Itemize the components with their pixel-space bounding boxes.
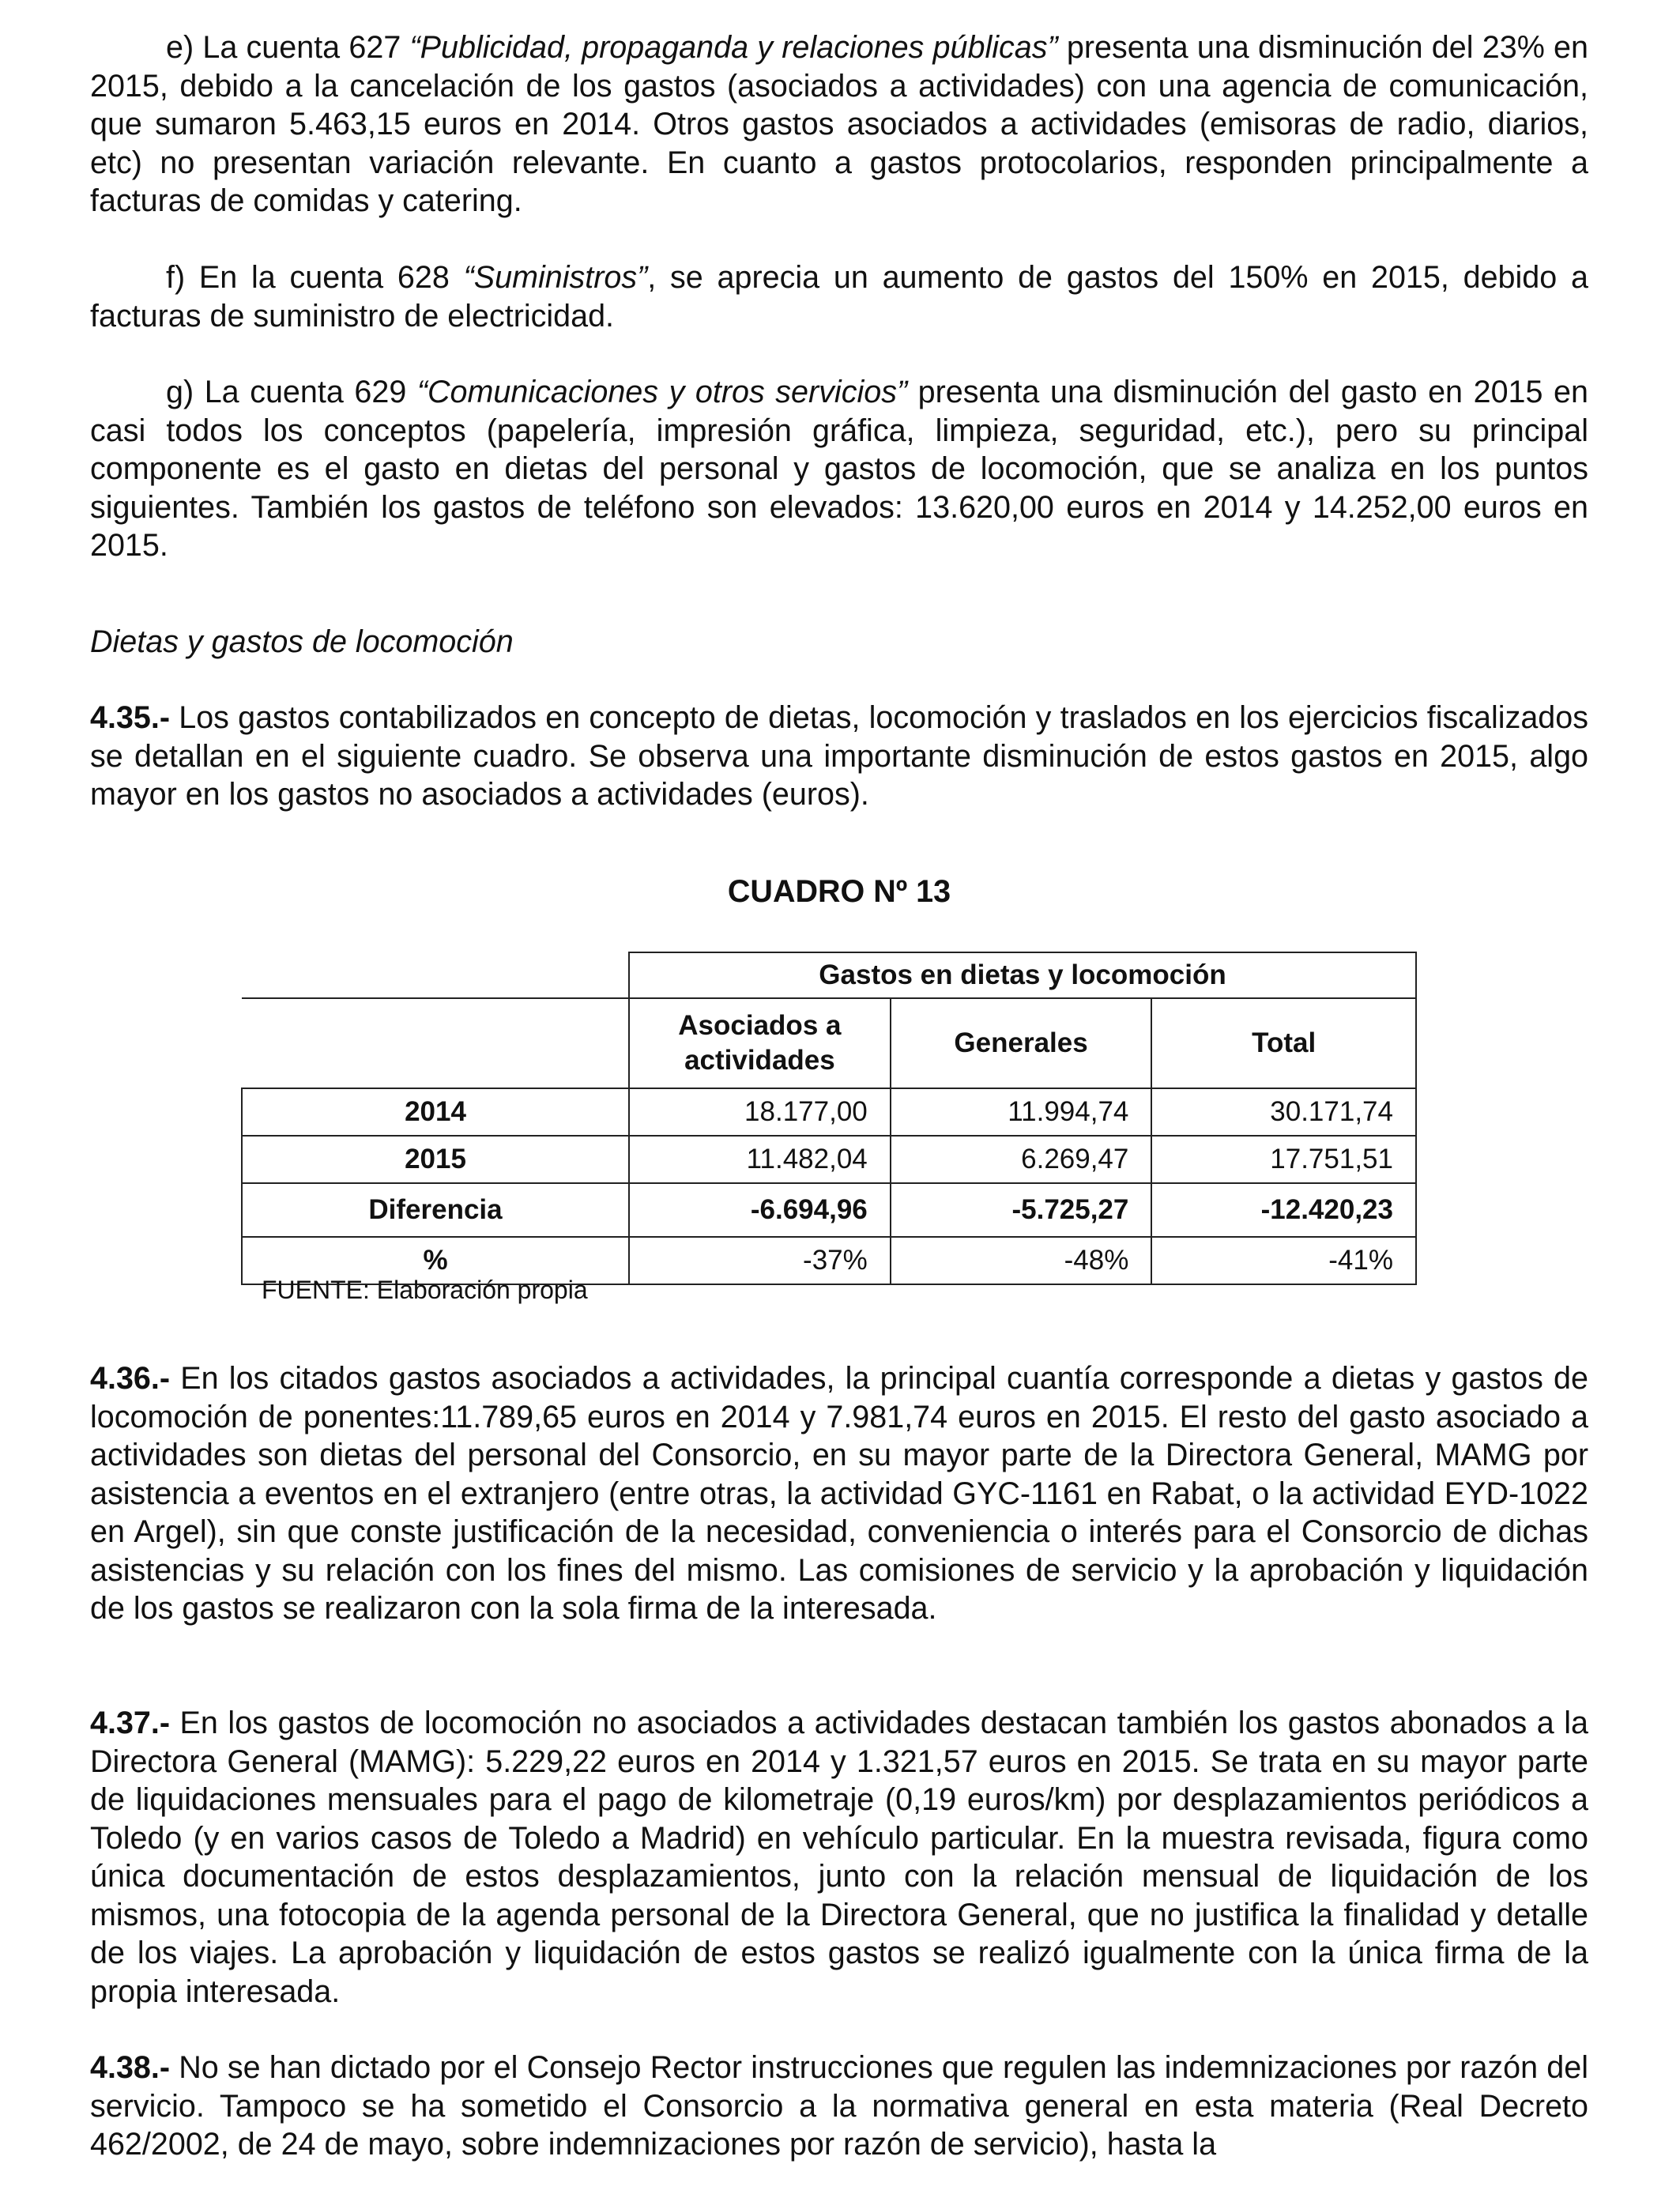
cell-asociados: -37% (629, 1237, 891, 1284)
paragraph-number: 4.37.- (90, 1706, 171, 1740)
paragraph-g-text: presenta una disminución del gasto en 2015 en casi todos los conceptos (papelería, impresión gráfica, limpieza, seguridad, etc.), pero su principal componente es el gasto en dietas del personal y gastos de locomoción, que se analiza en los puntos siguientes. También los gastos de teléfono son elevados: 13.620,00 euros en 2014 y 14.252,00 euros en 2015. (90, 375, 1588, 563)
row-label: % (242, 1237, 629, 1284)
paragraph-4-38 (90, 2049, 1588, 2164)
cell-generales: -48% (891, 1237, 1152, 1284)
row-label: 2014 (242, 1088, 629, 1136)
table-row (242, 1183, 1416, 1237)
cell-generales: -5.725,27 (891, 1183, 1152, 1237)
paragraph-g-account-name: “Comunicaciones y otros servicios” (416, 375, 908, 409)
cell-generales: 6.269,47 (891, 1136, 1152, 1183)
table-row (242, 1088, 1416, 1136)
table-group-header-row (242, 952, 1416, 998)
paragraph-e-text: presenta una disminución del 23% en 2015, debido a la cancelación de los gastos (asociados a actividades) con una agencia de comunicación, que sumaron 5.463,15 euros en 2014. Otros gastos asociados a actividades (emisoras de radio, diarios, etc) no presentan variación relevante. En cuanto a gastos protocolarios, responden principalmente a facturas de comidas y catering. (90, 30, 1588, 218)
paragraph-f-lead: f) En la cuenta 628 (166, 260, 464, 295)
paragraph-4-35 (90, 699, 1588, 814)
table-column-header-row (242, 998, 1416, 1088)
paragraph-4-36 (90, 1359, 1588, 1628)
cell-total: 17.751,51 (1151, 1136, 1416, 1183)
table-group-header: Gastos en dietas y locomoción (629, 952, 1416, 998)
section-title: Dietas y gastos de locomoción (90, 624, 514, 659)
paragraph-number: 4.35.- (90, 700, 171, 735)
paragraph-number: 4.38.- (90, 2050, 171, 2085)
row-label: Diferencia (242, 1183, 629, 1237)
table-corner-cell (242, 952, 629, 998)
cell-asociados: 11.482,04 (629, 1136, 891, 1183)
paragraph-text: Los gastos contabilizados en concepto de dietas, locomoción y traslados en los ejercicios fiscalizados se detallan en el siguiente cuadro. Se observa una importante disminución de estos gastos en 2015, algo mayor en los gastos no asociados a actividades (euros). (90, 700, 1588, 812)
table-corner-cell (242, 998, 629, 1088)
table-row (242, 1136, 1416, 1183)
paragraph-number: 4.36.- (90, 1361, 171, 1396)
column-header-generales: Generales (891, 998, 1152, 1088)
paragraph-text: En los citados gastos asociados a actividades, la principal cuantía corresponde a dietas y gastos de locomoción de ponentes:11.789,65 euros en 2014 y 7.981,74 euros en 2015. El resto del gasto asociado a actividades son dietas del personal del Consorcio, en su mayor parte de la Directora General, MAMG por asistencia a eventos en el extranjero (entre otras, la actividad GYC-1161 en Rabat, o la actividad EYD-1022 en Argel), sin que conste justificación de la necesidad, conveniencia o interés para el Consorcio de dichas asistencias y su relación con los fines del mismo. Las comisiones de servicio y la aprobación y liquidación de los gastos se realizaron con la sola firma de la interesada. (90, 1361, 1588, 1626)
expenses-table (241, 952, 1417, 1285)
paragraph-g-lead: g) La cuenta 629 (166, 375, 417, 409)
column-header-total: Total (1151, 998, 1416, 1088)
paragraph-text: No se han dictado por el Consejo Rector instrucciones que regulen las indemnizaciones por razón del servicio. Tampoco se ha sometido el Consorcio a la normativa general en esta materia (Real Decreto 462/2002, de 24 de mayo, sobre indemnizaciones por razón de servicio), hasta la (90, 2050, 1588, 2162)
table-title: CUADRO Nº 13 (727, 874, 951, 909)
row-label: 2015 (242, 1136, 629, 1183)
cell-total: -12.420,23 (1151, 1183, 1416, 1237)
paragraph-f (90, 258, 1588, 335)
table-source-note: FUENTE: Elaboración propia (262, 1276, 588, 1304)
cell-total: -41% (1151, 1237, 1416, 1284)
cell-asociados: -6.694,96 (629, 1183, 891, 1237)
paragraph-e (90, 28, 1588, 221)
cell-total: 30.171,74 (1151, 1088, 1416, 1136)
paragraph-g (90, 373, 1588, 565)
paragraph-e-account-name: “Publicidad, propaganda y relaciones públicas” (409, 30, 1058, 65)
cell-generales: 11.994,74 (891, 1088, 1152, 1136)
paragraph-f-account-name: “Suministros” (463, 260, 648, 295)
column-header-asociados: Asociados a actividades (629, 998, 891, 1088)
paragraph-e-lead: e) La cuenta 627 (166, 30, 410, 65)
cell-asociados: 18.177,00 (629, 1088, 891, 1136)
paragraph-f-text: , se aprecia un aumento de gastos del 150% en 2015, debido a facturas de suministro de electricidad. (90, 260, 1588, 334)
paragraph-text: En los gastos de locomoción no asociados a actividades destacan también los gastos abonados a la Directora General (MAMG): 5.229,22 euros en 2014 y 1.321,57 euros en 2015. Se trata en su mayor parte de liquidaciones mensuales para el pago de kilometraje (0,19 euros/km) por desplazamientos periódicos a Toledo (y en varios casos de Toledo a Madrid) en vehículo particular. En la muestra revisada, figura como única documentación de estos desplazamientos, junto con la relación mensual de liquidación de los mismos, una fotocopia de la agenda personal de la Directora General, que no justifica la finalidad y detalle de los viajes. La aprobación y liquidación de estos gastos se realizó igualmente con la única firma de la propia interesada. (90, 1706, 1588, 2009)
paragraph-4-37 (90, 1704, 1588, 2011)
